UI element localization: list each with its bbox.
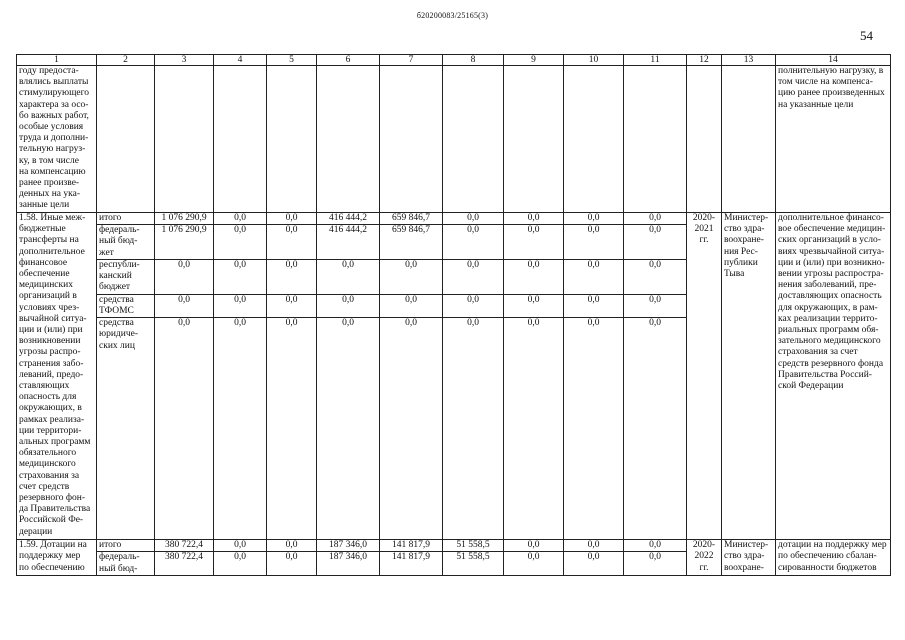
amount-cell: 0,0 — [155, 259, 214, 294]
amount-cell: 0,0 — [504, 318, 564, 540]
responsible-executor: Министер- ство здра- воохране- ния Рес- публики Тыва — [722, 213, 776, 540]
amount-cell: 51 558,5 — [443, 540, 504, 552]
amount-cell: 416 444,2 — [317, 213, 380, 225]
amount-cell: 0,0 — [267, 540, 317, 552]
implementation-period: 2020- 2021 гг. — [687, 213, 722, 540]
amount-cell: 0,0 — [214, 540, 267, 552]
amount-cell: 0,0 — [624, 318, 687, 540]
amount-cell: 0,0 — [504, 294, 564, 317]
amount-cell: 0,0 — [267, 318, 317, 540]
column-number-2: 2 — [97, 55, 155, 66]
page-number: 54 — [860, 28, 873, 43]
amount-cell: 0,0 — [214, 294, 267, 317]
amount-cell: 0,0 — [624, 540, 687, 552]
column-number-9: 9 — [504, 55, 564, 66]
amount-cell: 0,0 — [317, 259, 380, 294]
carry-over-description: году предоста- влялись выплаты стимулирующего характера за осо- бо важных работ, особые условия труда и дополни- тельную нагруз- ку, в том числе на компенсацию ранее произве- денных на ука- занные цели — [17, 66, 97, 213]
responsible-executor: Министер- ство здра- воохране- — [722, 540, 776, 576]
amount-cell: 141 817,9 — [380, 540, 443, 552]
implementation-period: 2020- 2022 гг. — [687, 540, 722, 576]
amount-cell: 0,0 — [214, 213, 267, 225]
carry-over-purpose: полнительную нагрузку, в том числе на компенса- цию ранее произведенных на указанные цели — [776, 66, 891, 213]
table-body — [17, 55, 891, 576]
column-number-8: 8 — [443, 55, 504, 66]
column-number-4: 4 — [214, 55, 267, 66]
funding-source: республи- канский бюджет — [97, 259, 155, 294]
amount-cell: 0,0 — [504, 540, 564, 552]
amount-cell: 0,0 — [504, 225, 564, 260]
amount-cell: 0,0 — [624, 259, 687, 294]
amount-cell: 0,0 — [155, 318, 214, 540]
table-row — [17, 540, 891, 552]
column-number-1: 1 — [17, 55, 97, 66]
amount-cell: 0,0 — [214, 225, 267, 260]
amount-cell: 0,0 — [443, 294, 504, 317]
column-number-13: 13 — [722, 55, 776, 66]
amount-cell: 0,0 — [564, 225, 624, 260]
amount-cell: 0,0 — [214, 552, 267, 575]
amount-cell: 659 846,7 — [380, 225, 443, 260]
amount-cell: 0,0 — [267, 294, 317, 317]
column-number-row — [17, 55, 891, 66]
amount-cell: 0,0 — [624, 213, 687, 225]
amount-cell: 0,0 — [564, 552, 624, 575]
amount-cell: 0,0 — [380, 318, 443, 540]
amount-cell: 51 558,5 — [443, 552, 504, 575]
amount-cell: 0,0 — [504, 213, 564, 225]
amount-cell: 0,0 — [504, 259, 564, 294]
item-description: 1.59. Дотации на поддержку мер по обеспечению — [17, 540, 97, 576]
amount-cell: 0,0 — [317, 318, 380, 540]
funding-source: средства ТФОМС — [97, 294, 155, 317]
document-code: б20200083/25165(3) — [416, 11, 489, 20]
amount-cell: 187 346,0 — [317, 540, 380, 552]
amount-cell: 380 722,4 — [155, 552, 214, 575]
amount-cell: 0,0 — [214, 259, 267, 294]
amount-cell: 0,0 — [564, 213, 624, 225]
item-purpose: дотации на поддержку мер по обеспечению сбалан- сированности бюджетов — [776, 540, 891, 576]
column-number-11: 11 — [624, 55, 687, 66]
amount-cell: 0,0 — [380, 259, 443, 294]
amount-cell: 0,0 — [443, 225, 504, 260]
funding-source: средства юридиче- ских лиц — [97, 318, 155, 540]
item-purpose: дополнительное финансо- вое обеспечение медицин- ских организаций в усло- виях чрезвычайной ситуа- ции и (или) при возникно- вении угрозы распростра- нения заболеваний, пре- доставляющих опасность для окружающих, в рам- ках реализации террито- риальных программ обя- зательного медицинского страхования за счет средств резервного фонда Правительства Россий- ской Федерации — [776, 213, 891, 540]
amount-cell: 0,0 — [504, 552, 564, 575]
column-number-14: 14 — [776, 55, 891, 66]
amount-cell: 0,0 — [267, 552, 317, 575]
amount-cell: 0,0 — [155, 294, 214, 317]
amount-cell: 0,0 — [624, 225, 687, 260]
funding-source: федераль- ный бюд- — [97, 552, 155, 575]
amount-cell: 0,0 — [443, 259, 504, 294]
amount-cell: 0,0 — [443, 213, 504, 225]
amount-cell: 0,0 — [564, 540, 624, 552]
amount-cell: 0,0 — [267, 259, 317, 294]
column-number-3: 3 — [155, 55, 214, 66]
amount-cell: 0,0 — [267, 213, 317, 225]
amount-cell: 1 076 290,9 — [155, 213, 214, 225]
budget-table — [16, 54, 891, 576]
column-number-10: 10 — [564, 55, 624, 66]
funding-source: итого — [97, 540, 155, 552]
column-number-6: 6 — [317, 55, 380, 66]
amount-cell: 659 846,7 — [380, 213, 443, 225]
amount-cell: 0,0 — [564, 259, 624, 294]
amount-cell: 0,0 — [317, 294, 380, 317]
amount-cell: 141 817,9 — [380, 552, 443, 575]
funding-source: итого — [97, 213, 155, 225]
amount-cell: 0,0 — [624, 552, 687, 575]
amount-cell: 0,0 — [624, 294, 687, 317]
amount-cell: 0,0 — [380, 294, 443, 317]
amount-cell: 0,0 — [267, 225, 317, 260]
funding-source: федераль- ный бюд- жет — [97, 225, 155, 260]
column-number-7: 7 — [380, 55, 443, 66]
item-description: 1.58. Иные меж- бюджетные трансферты на дополнительное финансовое обеспечение медицинских организаций в условиях чрез- вычайной ситуа- ции и (или) при возникновении угрозы распро- странения забо- леваний, предо- ставляющих опасность для окружающих, в рамках реализа- ции территори- альных программ обязательного медицинского страхования за счет средств резервного фон- да Правительства Российской Фе- дерации — [17, 213, 97, 540]
amount-cell: 380 722,4 — [155, 540, 214, 552]
amount-cell: 0,0 — [214, 318, 267, 540]
carry-over-row — [17, 66, 891, 213]
column-number-12: 12 — [687, 55, 722, 66]
amount-cell: 0,0 — [564, 318, 624, 540]
amount-cell: 416 444,2 — [317, 225, 380, 260]
amount-cell: 187 346,0 — [317, 552, 380, 575]
amount-cell: 0,0 — [443, 318, 504, 540]
table-row — [17, 213, 891, 225]
column-number-5: 5 — [267, 55, 317, 66]
amount-cell: 1 076 290,9 — [155, 225, 214, 260]
amount-cell: 0,0 — [564, 294, 624, 317]
